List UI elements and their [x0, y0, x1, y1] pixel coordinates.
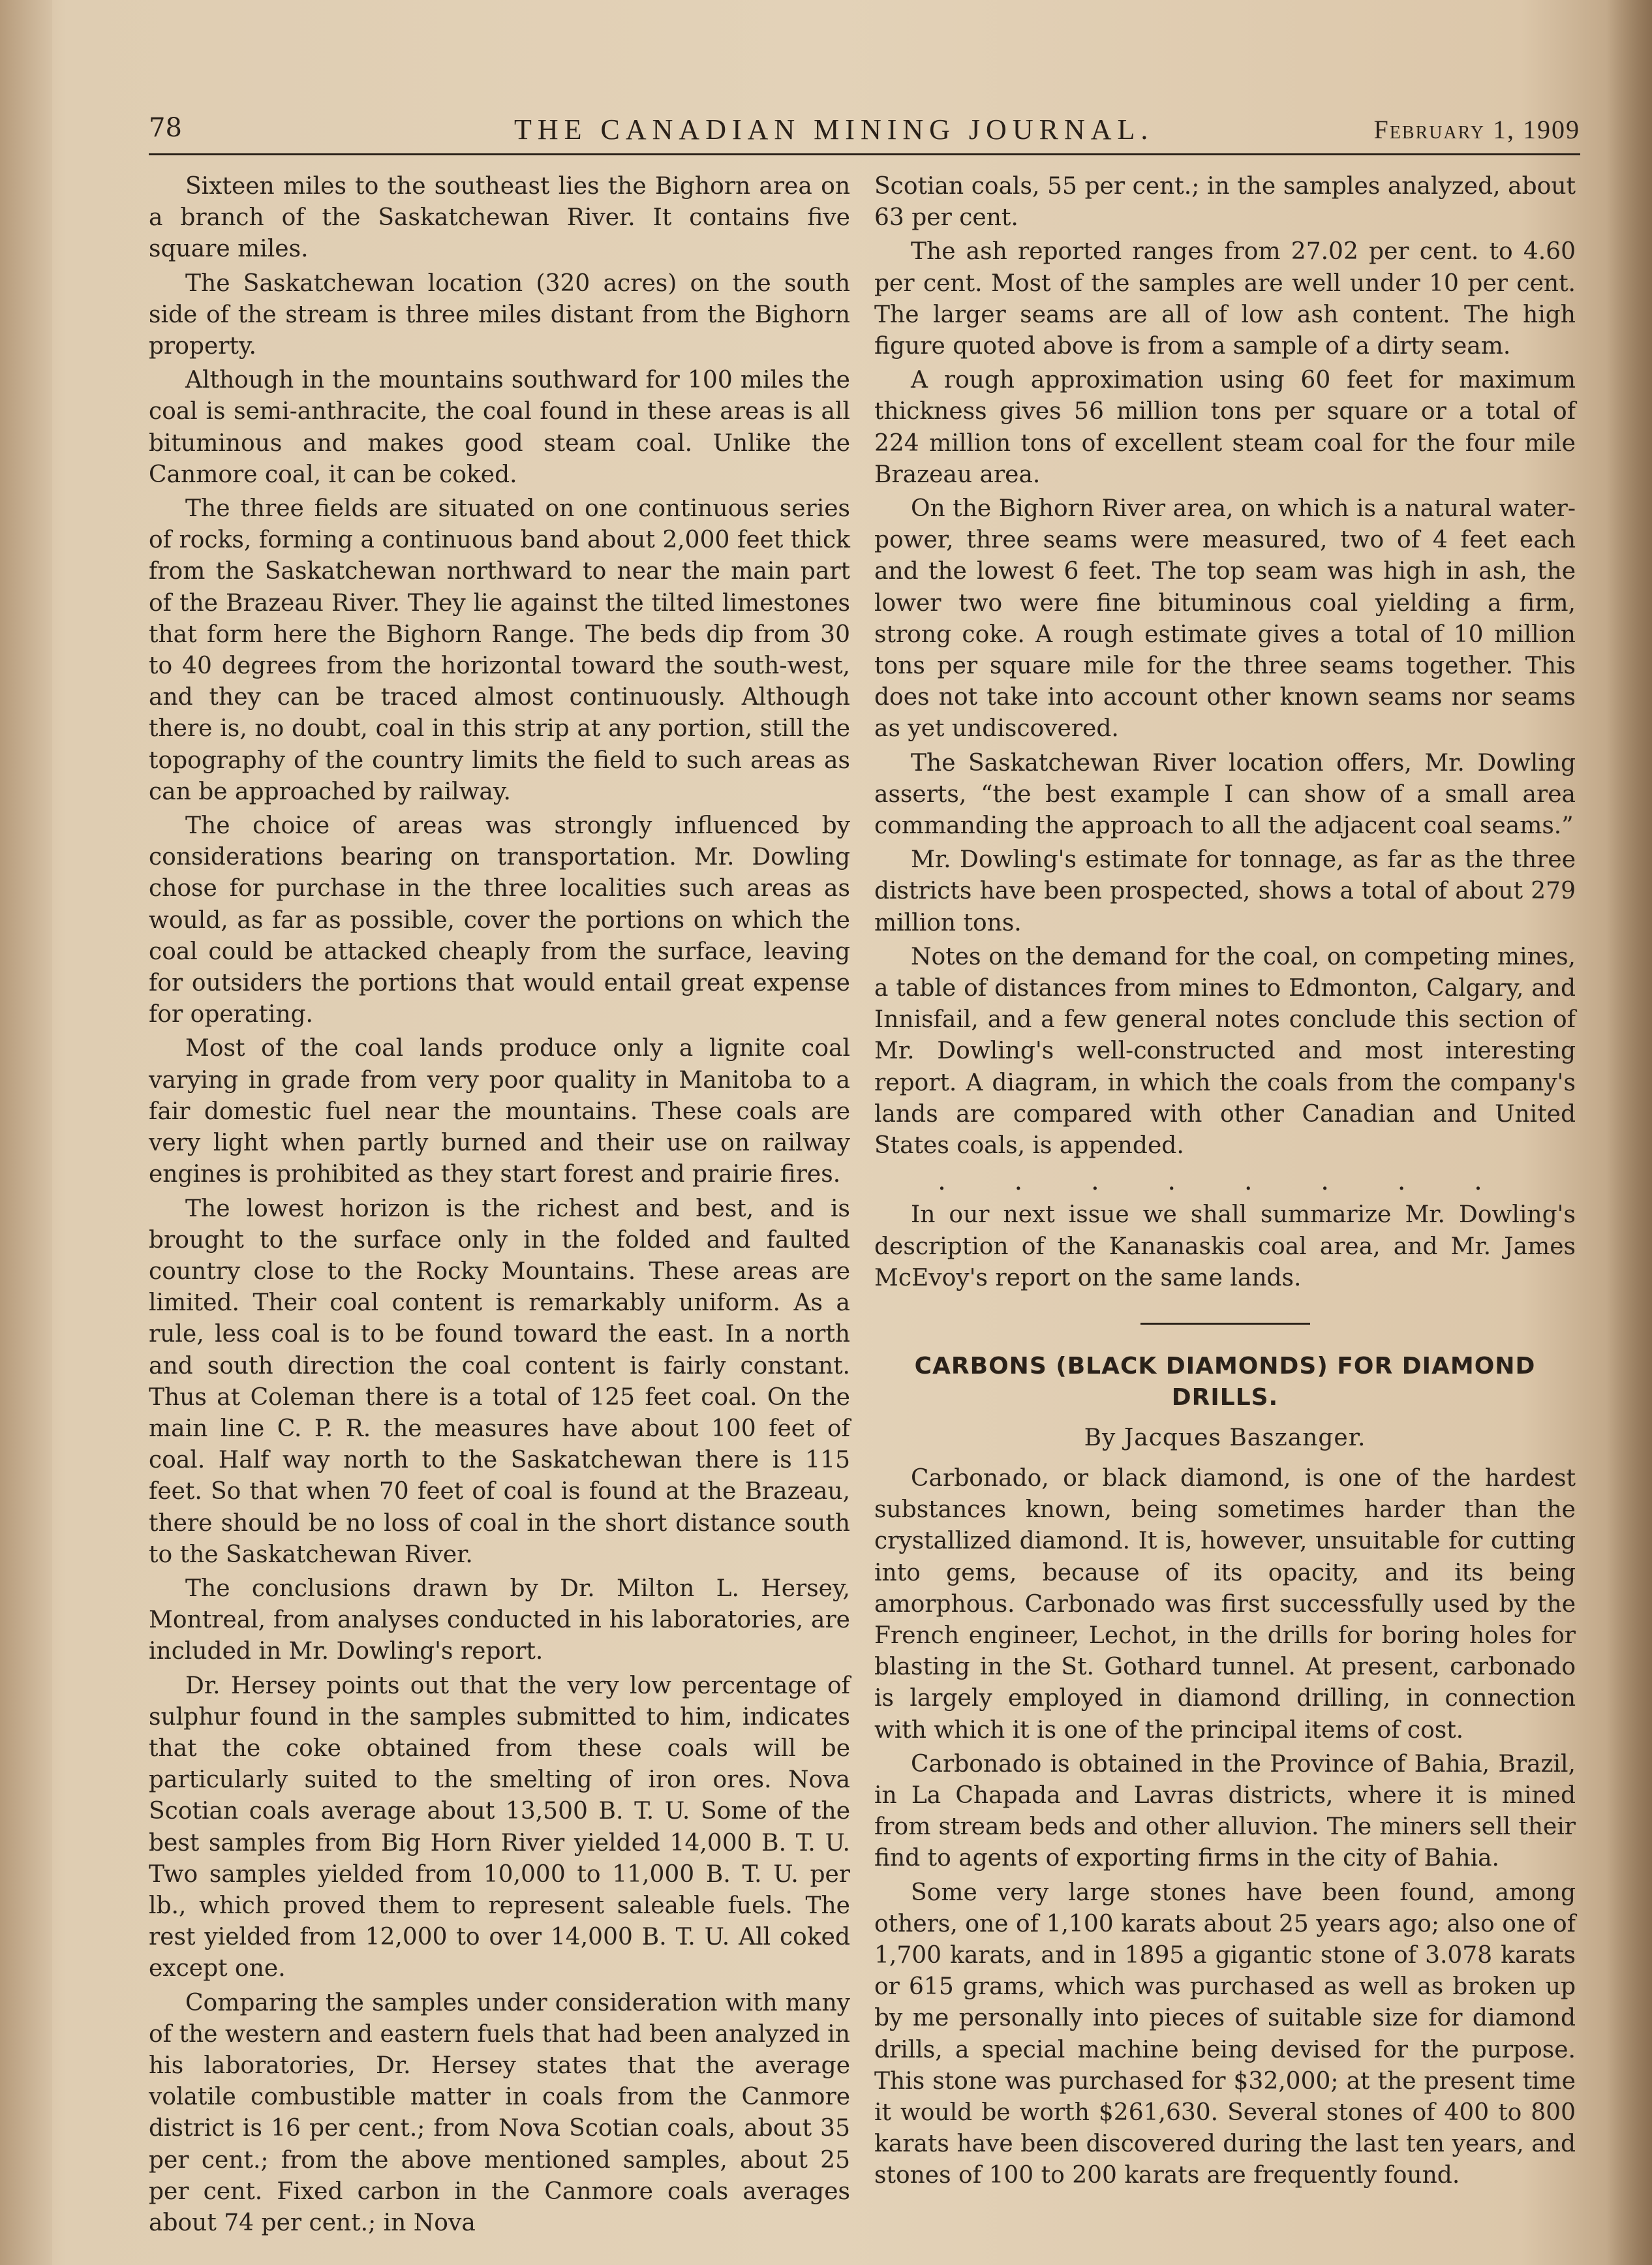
running-header	[149, 108, 1580, 155]
paragraph: Although in the mountains southward for 100 miles the coal is semi-anthracite, the coal found in these areas is all bituminous and makes good steam coal. Unlike the Canmore coal, it can be coked.	[149, 367, 850, 488]
paragraph: The choice of areas was strongly influenced by considerations bearing on transportation. Mr. Dowling chose for purchase in the three localities such areas as would, as far as possible, cover the portions on which the coal could be attacked cheaply from the surface, leaving for outsiders the portions that would entail great expense for operating.	[149, 812, 850, 1028]
section-divider	[1140, 1323, 1310, 1325]
right-column	[874, 171, 1576, 2195]
paragraph: The Saskatchewan River location offers, Mr. Dowling asserts, “the best example I can show of a small area commanding the approach to all the adjacent coal seams.”	[874, 749, 1576, 840]
paragraph: A rough approximation using 60 feet for maximum thickness gives 56 million tons per square or a total of 224 million tons of excellent steam coal for the four mile Brazeau area.	[874, 367, 1576, 488]
continued-paragraph: Scotian coals, 55 per cent.; in the samples analyzed, about 63 per cent.	[874, 173, 1576, 232]
paragraph: Carbonado, or black diamond, is one of the hardest substances known, being sometimes harder than the crystallized diamond. It is, however, unsuitable for cutting into gems, because of its opacity, and its being amorphous. Carbonado was first successfully used by the French engineer, Lechot, in the drills for boring holes for blasting in the St. Gothard tunnel. At present, carbonado is largely employed in diamond drilling, in connection with which it is one of the principal items of cost.	[874, 1464, 1576, 1744]
paragraph: Notes on the demand for the coal, on competing mines, a table of distances from mines to Edmonton, Calgary, and Innisfail, and a few general notes conclude this section of Mr. Dowling's well-constructed and most interesting report. A diagram, in which the coals from the company's lands are compared with other Canadian and United States coals, is appended.	[874, 943, 1576, 1160]
paragraph: Carbonado is obtained in the Province of Bahia, Brazil, in La Chapada and Lavras districts, where it is mined from stream beds and other alluvion. The miners sell their find to agents of exporting firms in the city of Bahia.	[874, 1750, 1576, 1872]
paragraph: Most of the coal lands produce only a lignite coal varying in grade from very poor quality in Manitoba to a fair domestic fuel near the mountains. These coals are very light when partly burned and their use on railway engines is prohibited as they start forest and prairie fires.	[149, 1035, 850, 1188]
paragraph: The Saskatchewan location (320 acres) on the south side of the stream is three miles distant from the Bighorn property.	[149, 270, 850, 360]
issue-date: February 1, 1909	[1373, 115, 1580, 144]
page-number: 78	[149, 113, 182, 143]
closing-paragraph: In our next issue we shall summarize Mr. Dowling's description of the Kananaskis coal area, and Mr. James McEvoy's report on the same lands.	[874, 1201, 1576, 1291]
paragraph: Mr. Dowling's estimate for tonnage, as far as the three districts have been prospected, shows a total of about 279 million tons.	[874, 846, 1576, 936]
paragraph: Some very large stones have been found, among others, one of 1,100 karats about 25 years ago; also one of 1,700 karats, and in 1895 a gigantic stone of 3.078 karats or 615 grams, which was purchased as well as broken up by me personally into pieces of suitable size for diamond drills, a special machine being devised for the purpose. This stone was purchased for $32,000; at the present time it would be worth $261,630. Several stones of 400 to 800 karats have been discovered during the last ten years, and stones of 100 to 200 karats are frequently found.	[874, 1879, 1576, 2189]
page-edge-shadow	[1606, 0, 1652, 2265]
section-dots: . . . . . . . .	[938, 1166, 1512, 1197]
article-title: CARBONS (BLACK DIAMONDS) FOR DIAMOND DRILLS.	[914, 1352, 1536, 1411]
article-byline: By Jacques Baszanger.	[1084, 1424, 1366, 1451]
paragraph: The ash reported ranges from 27.02 per cent. to 4.60 per cent. Most of the samples are well under 10 per cent. The larger seams are all of low ash content. The high figure quoted above is from a sample of a dirty seam.	[874, 238, 1576, 360]
paragraph: Sixteen miles to the southeast lies the Bighorn area on a branch of the Saskatchewan River. It contains five square miles.	[149, 173, 850, 263]
binding-gutter	[0, 0, 52, 2265]
paragraph: The three fields are situated on one continuous series of rocks, forming a continuous band about 2,000 feet thick from the Saskatchewan northward to near the main part of the Brazeau River. They lie against the tilted limestones that form here the Bighorn Range. The beds dip from 30 to 40 degrees from the horizontal toward the south-west, and they can be traced almost continuously. Although there is, no doubt, coal in this strip at any portion, still the topography of the country limits the field to such areas as can be approached by railway.	[149, 495, 850, 805]
paragraph: The conclusions drawn by Dr. Milton L. Hersey, Montreal, from analyses conducted in his laboratories, are included in Mr. Dowling's report.	[149, 1575, 850, 1665]
paragraph: On the Bighorn River area, on which is a natural water-power, three seams were measured, two of 4 feet each and the lowest 6 feet. The top seam was high in ash, the lower two were fine bituminous coal yielding a firm, strong coke. A rough estimate gives a total of 10 million tons per square mile for the three seams together. This does not take into account other known seams nor seams as yet undiscovered.	[874, 495, 1576, 743]
paragraph: The lowest horizon is the richest and best, and is brought to the surface only in the folded and faulted country close to the Rocky Mountains. These areas are limited. Their coal content is remarkably uniform. As a rule, less coal is to be found toward the east. In a north and south direction the coal content is fairly constant. Thus at Coleman there is a total of 125 feet coal. On the main line C. P. R. the measures have about 100 feet of coal. Half way north to the Saskatchewan there is 115 feet. So that when 70 feet of coal is found at the Brazeau, there should be no loss of coal in the short distance south to the Saskatchewan River.	[149, 1195, 850, 1568]
paragraph: Dr. Hersey points out that the very low percentage of sulphur found in the samples submitted to him, indicates that the coke obtained from these coals will be particularly suited to the smelting of iron ores. Nova Scotian coals average about 13,500 B. T. U. Some of the best samples from Big Horn River yielded 14,000 B. T. U. Two samples yielded from 10,000 to 11,000 B. T. U. per lb., which proved them to represent saleable fuels. The rest yielded from 12,000 to over 14,000 B. T. U. All coked except one.	[149, 1672, 850, 1982]
journal-title: THE CANADIAN MINING JOURNAL.	[514, 114, 1154, 146]
paragraph: Comparing the samples under consideration with many of the western and eastern fuels that had been analyzed in his laboratories, Dr. Hersey states that the average volatile combustible matter in coals from the Canmore district is 16 per cent.; from Nova Scotian coals, about 35 per cent.; from the above mentioned samples, about 25 per cent. Fixed carbon in the Canmore coals averages about 74 per cent.; in Nova	[149, 1989, 850, 2236]
left-column	[149, 171, 850, 2242]
